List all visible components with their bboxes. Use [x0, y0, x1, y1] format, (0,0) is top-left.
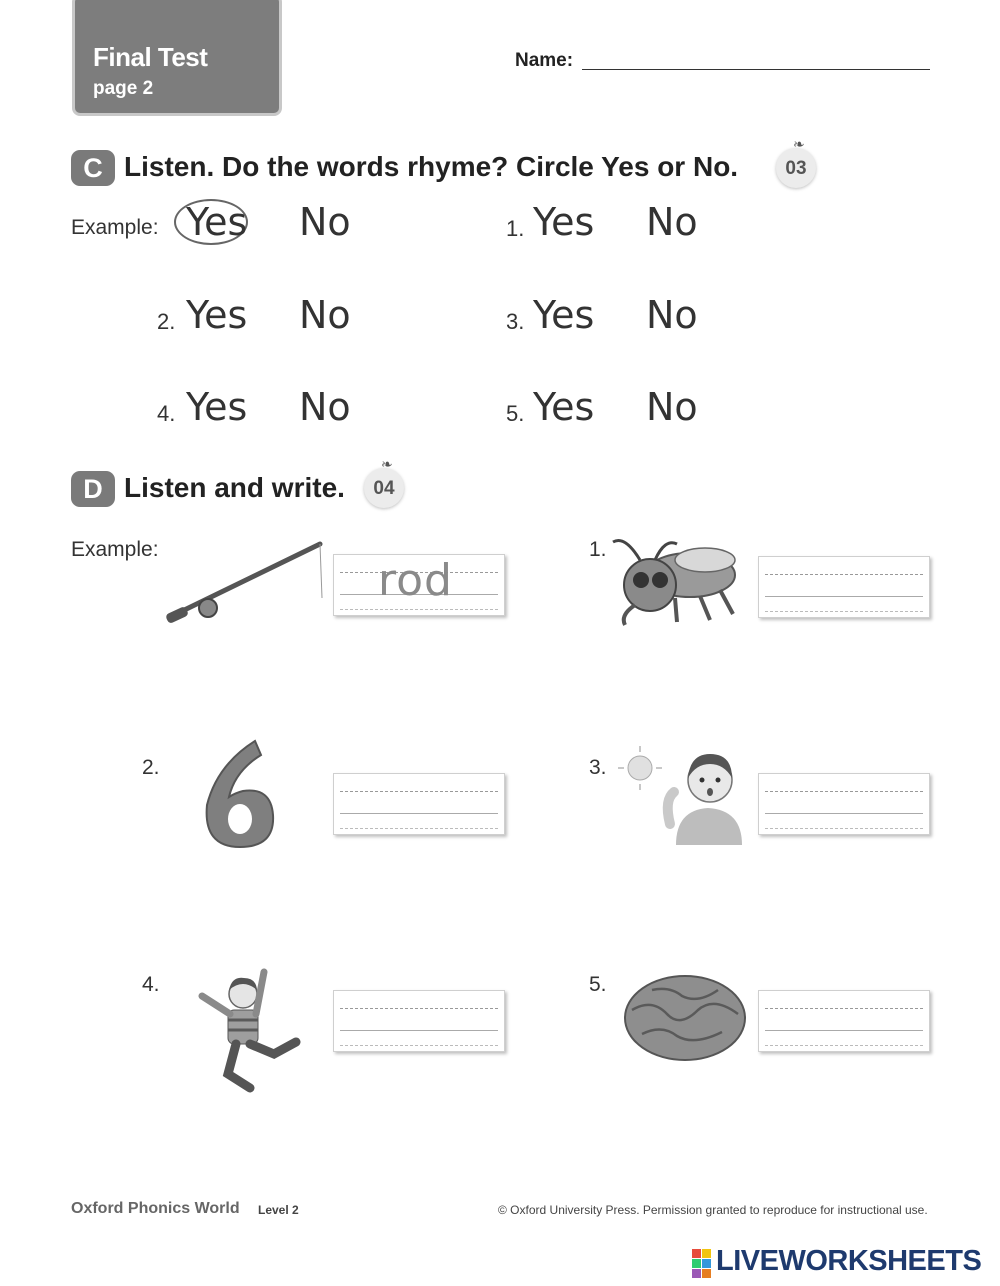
liveworksheets-logo[interactable]: [692, 1245, 988, 1279]
bug-picture: [605, 530, 745, 635]
no-option-2[interactable]: No: [299, 293, 351, 337]
no-option-3[interactable]: No: [646, 293, 698, 337]
no-option-5[interactable]: No: [646, 385, 698, 429]
item-number: 3.: [506, 309, 525, 334]
yes-option-3[interactable]: Yes: [533, 293, 595, 337]
item-number: 4.: [142, 973, 160, 996]
item-number: 1.: [589, 538, 607, 561]
example-label: Example:: [71, 216, 159, 239]
logo-square-icon: [702, 1259, 711, 1268]
item-number: 1.: [506, 216, 525, 241]
jumping-boy-picture: [188, 962, 303, 1097]
logo-text: LIVEWORKSHEETS: [716, 1245, 982, 1277]
name-field[interactable]: [582, 69, 930, 70]
item-number: 3.: [589, 756, 607, 779]
section-c-instruction: Listen. Do the words rhyme? Circle Yes or No.: [124, 151, 739, 182]
answer-box-1[interactable]: [758, 556, 930, 618]
no-option-1[interactable]: No: [646, 200, 698, 244]
item-number: 5.: [506, 401, 525, 426]
girl-sun-picture: [618, 740, 750, 845]
item-number: 2.: [157, 309, 176, 334]
audio-wave-icon: ❧: [381, 456, 393, 472]
yes-option-5[interactable]: Yes: [533, 385, 595, 429]
item-number: 2.: [142, 756, 160, 779]
answer-box-5[interactable]: [758, 990, 930, 1052]
page-title: Final Test: [93, 42, 208, 72]
section-d-instruction: Listen and write.: [124, 472, 345, 503]
section-c-badge: C: [71, 150, 115, 186]
track-number: 04: [373, 478, 395, 499]
logo-square-icon: [692, 1259, 701, 1268]
number-six-picture: [195, 735, 285, 855]
yes-option-4[interactable]: Yes: [186, 385, 248, 429]
section-d-badge: D: [71, 471, 115, 507]
audio-track-03[interactable]: [776, 136, 816, 188]
walnut-picture: [622, 970, 748, 1066]
logo-square-icon: [692, 1269, 701, 1278]
footer-copyright: © Oxford University Press. Permission granted to reproduce for instructional use.: [498, 1203, 928, 1217]
footer-level: Level 2: [258, 1203, 299, 1217]
example-yes: Yes: [186, 200, 248, 244]
no-option-4[interactable]: No: [299, 385, 351, 429]
yes-option-2[interactable]: Yes: [186, 293, 248, 337]
answer-box-example: [333, 554, 505, 616]
audio-track-04[interactable]: [364, 456, 404, 508]
example-label: Example:: [71, 538, 159, 561]
logo-square-icon: [692, 1249, 701, 1258]
answer-box-4[interactable]: [333, 990, 505, 1052]
item-number: 5.: [589, 973, 607, 996]
item-number: 4.: [157, 401, 176, 426]
fishing-rod-picture: [160, 538, 330, 628]
name-label: Name:: [515, 50, 574, 71]
track-number: 03: [785, 158, 807, 179]
example-answer: rod: [378, 555, 453, 606]
page-subtitle: page 2: [93, 78, 154, 99]
audio-wave-icon: ❧: [793, 136, 805, 152]
logo-square-icon: [702, 1269, 711, 1278]
example-no: No: [299, 200, 351, 244]
logo-square-icon: [702, 1249, 711, 1258]
footer-brand: Oxford Phonics World: [71, 1200, 240, 1217]
answer-box-3[interactable]: [758, 773, 930, 835]
answer-box-2[interactable]: [333, 773, 505, 835]
yes-option-1[interactable]: Yes: [533, 200, 595, 244]
